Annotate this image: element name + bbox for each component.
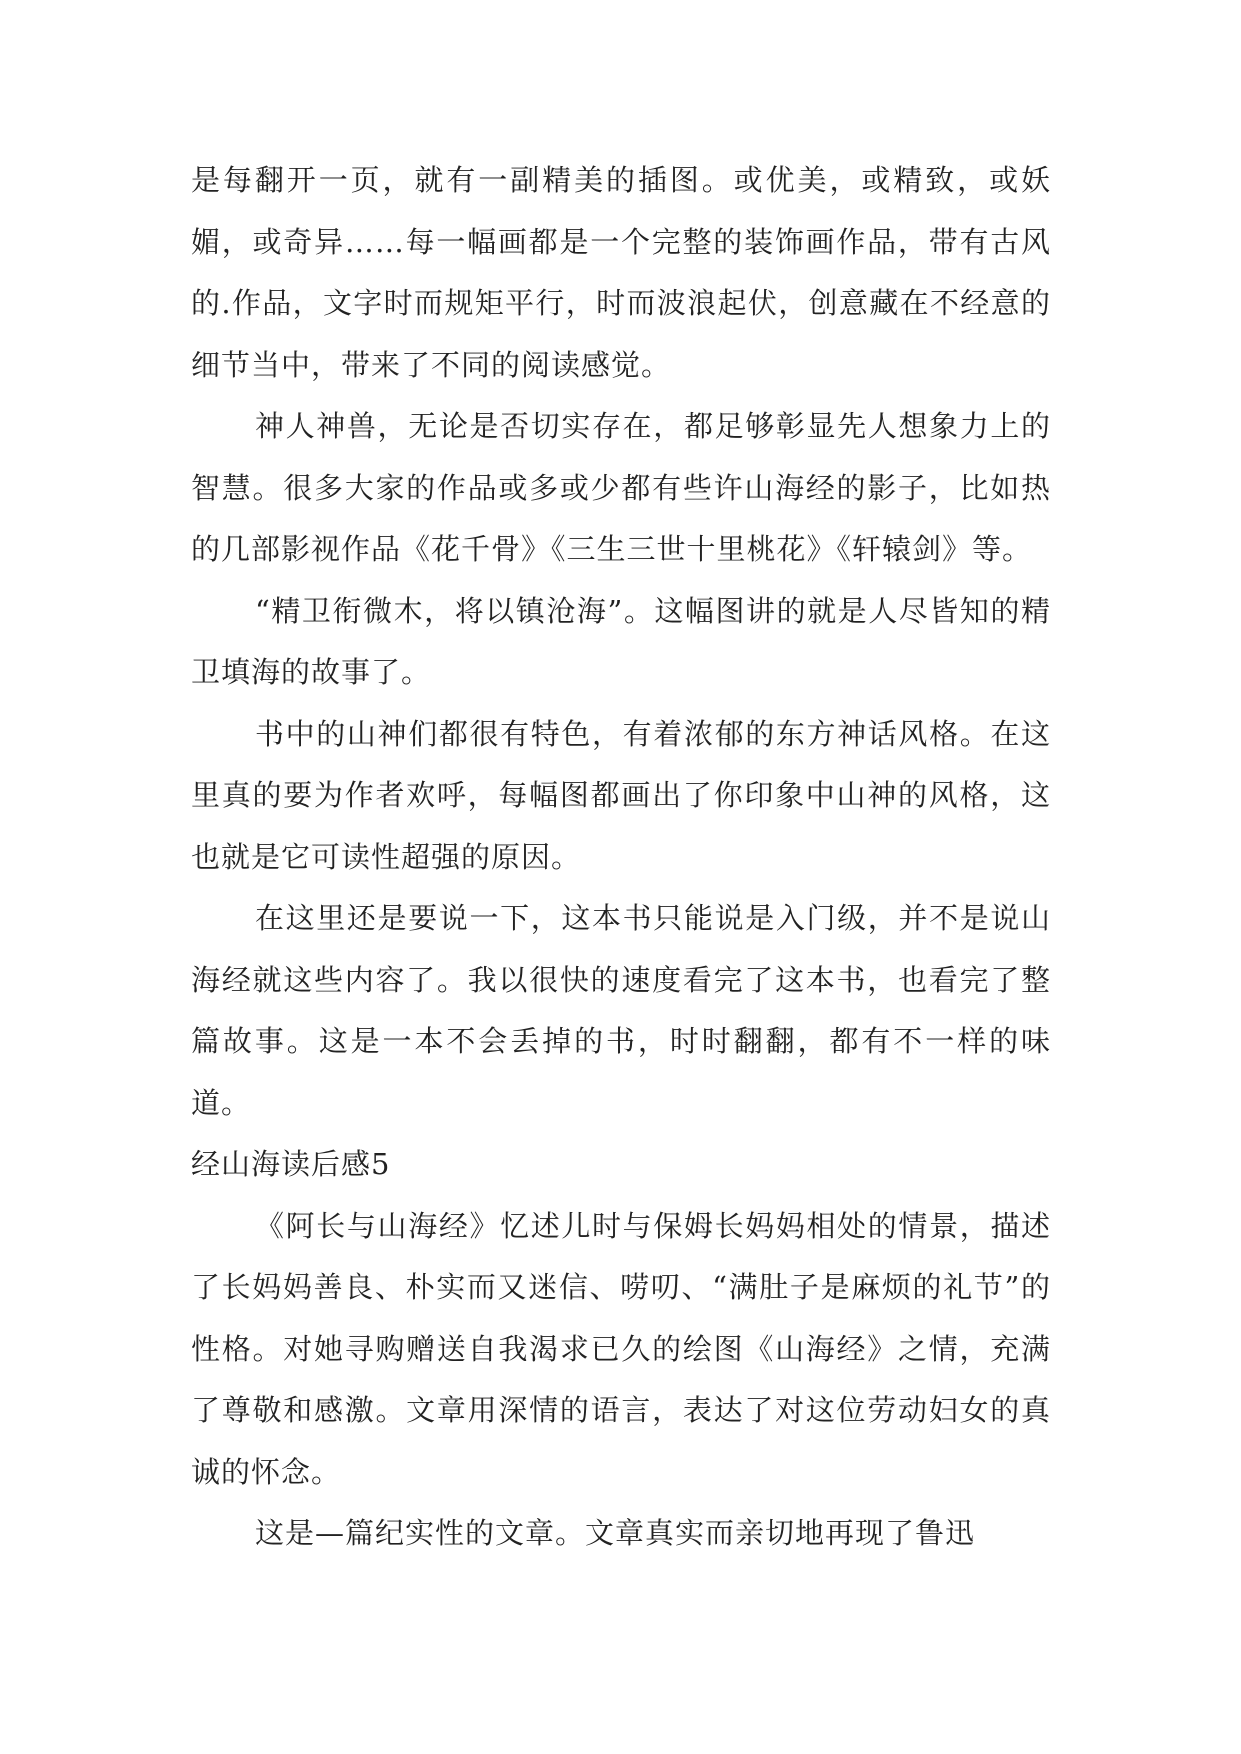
paragraph-jingwei: “精卫衔微木，将以镇沧海”。这幅图讲的就是人尽皆知的精卫填海的故事了。 [191,593,1051,689]
paragraph-continuation: 是每翻开一页，就有一副精美的插图。或优美，或精致，或妖媚，或奇异……每一幅画都是一个完整的装饰画作品，带有古风的.作品，文字时而规矩平行，时而波浪起伏，创意藏在不经意的细节当中，带来了不同的阅读感觉。 [191,163,1051,382]
paragraph-entry-level: 在这里还是要说一下，这本书只能说是入门级，并不是说山海经就这些内容了。我以很快的速度看完了这本书，也看完了整篇故事。这是一本不会丢掉的书，时时翻翻，都有不一样的味道。 [191,901,1051,1120]
paragraph-ah-chang: 《阿长与山海经》忆述儿时与保姆长妈妈相处的情景，描述了长妈妈善良、朴实而又迷信、唠叨、“满肚子是麻烦的礼节”的性格。对她寻购赠送自我渴求已久的绘图《山海经》之情，充满了尊敬和感激。文章用深情的语言，表达了对这位劳动妇女的真诚的怀念。 [191,1208,1051,1489]
paragraph-mountain-gods: 书中的山神们都很有特色，有着浓郁的东方神话风格。在这里真的要为作者欢呼，每幅图都画出了你印象中山神的风格，这也就是它可读性超强的原因。 [191,716,1051,874]
paragraph-mythical-beings: 神人神兽，无论是否切实存在，都足够彰显先人想象力上的智慧。很多大家的作品或多或少都有些许山海经的影子，比如热的几部影视作品《花千骨》《三生三世十里桃花》《轩辕剑》等。 [191,409,1051,566]
section-heading: 经山海读后感5 [191,1147,391,1181]
document-page [191,150,1051,1565]
paragraph-documentary: 这是—篇纪实性的文章。文章真实而亲切地再现了鲁迅 [255,1516,976,1550]
